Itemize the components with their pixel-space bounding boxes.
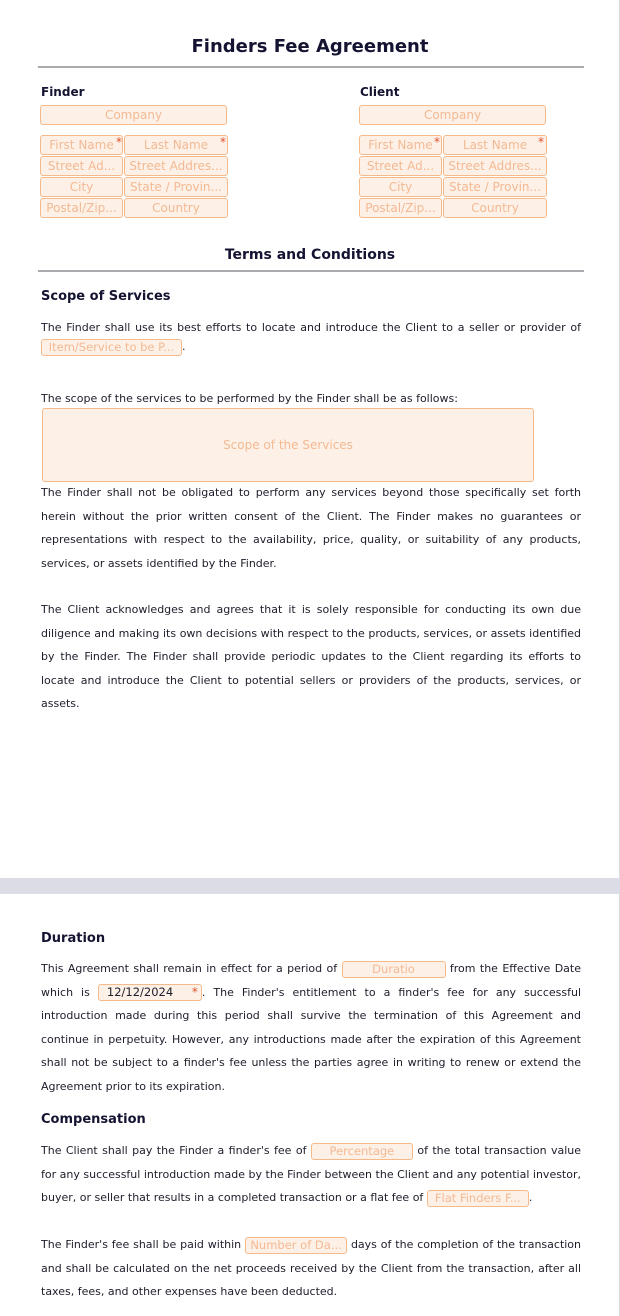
compensation-paragraph-1: The Client shall pay the Finder a finder's fee of Percentage of the total transaction value for any successful introduction made by the Finder between the Client and any potential investor, buyer, or seller that results in a completed transaction or a flat fee of Flat Finders F... . <box>41 1143 582 1205</box>
client-last-name-field[interactable]: Last Name <box>443 135 547 155</box>
compensation-paragraph-2: The Finder's fee shall be paid within Number of Da... days of the completion of the transaction and shall be calculated on the net proceeds received by the Client from the transaction, after all taxes, fees, and other expenses have been deducted. <box>41 1237 582 1298</box>
scope-of-services-field[interactable] <box>42 408 534 482</box>
terms-heading: Terms and Conditions <box>224 247 396 263</box>
title-divider <box>38 66 584 68</box>
required-mark: * <box>434 135 440 149</box>
duration-heading: Duration <box>41 931 106 946</box>
scope-paragraph-1: The Finder shall use its best efforts to locate and introduce the Client to a seller or provider of <box>41 321 581 334</box>
finder-street1-field[interactable]: Street Ad... <box>40 156 123 176</box>
client-street1-field[interactable]: Street Ad... <box>359 156 442 176</box>
client-street2-field[interactable]: Street Addres... <box>443 156 547 176</box>
scope-paragraph-1-field-line: Item/Service to be P... . <box>41 335 581 359</box>
finder-first-name-field[interactable]: First Name <box>40 135 123 155</box>
client-country-field[interactable]: Country <box>443 198 547 218</box>
finder-country-field[interactable]: Country <box>124 198 228 218</box>
payment-days-field[interactable]: Number of Da... <box>245 1237 347 1254</box>
required-mark: * <box>116 135 122 149</box>
percentage-field[interactable]: Percentage <box>311 1143 413 1160</box>
finder-last-name-field[interactable]: Last Name <box>124 135 228 155</box>
duration-field[interactable]: Duratio <box>342 961 446 978</box>
document-title: Finders Fee Agreement <box>191 36 429 57</box>
client-state-field[interactable]: State / Provin... <box>443 177 547 197</box>
flat-fee-field[interactable]: Flat Finders F... <box>427 1190 529 1207</box>
page-separator <box>0 878 620 894</box>
effective-date-field[interactable]: 12/12/2024 * <box>98 984 202 1001</box>
required-mark: * <box>220 135 226 149</box>
finder-state-field[interactable]: State / Provin... <box>124 177 228 197</box>
client-label: Client <box>360 85 400 99</box>
client-company-field[interactable]: Company <box>359 105 546 125</box>
finder-city-field[interactable]: City <box>40 177 123 197</box>
required-mark: * <box>191 985 198 999</box>
finder-street2-field[interactable]: Street Addres... <box>124 156 228 176</box>
finder-company-field[interactable]: Company <box>40 105 227 125</box>
scope-heading: Scope of Services <box>41 289 171 304</box>
scope-of-services-placeholder: Scope of the Services <box>223 438 353 452</box>
scope-paragraph-2: The scope of the services to be performed by the Finder shall be as follows: <box>41 392 458 405</box>
document-page-2 <box>0 894 620 1316</box>
required-mark: * <box>538 135 544 149</box>
compensation-heading: Compensation <box>41 1112 146 1127</box>
finder-label: Finder <box>41 85 85 99</box>
item-service-field[interactable]: Item/Service to be P... <box>41 339 182 356</box>
scope-paragraph-3: The Finder shall not be obligated to perform any services beyond those specifically set forth herein without the prior written consent of the Client. The Finder makes no guarantees or representations with respect to the availability, price, quality, or suitability of any products, services, or assets identified by the Finder. <box>41 486 581 570</box>
finder-postal-field[interactable]: Postal/Zip... <box>40 198 123 218</box>
client-postal-field[interactable]: Postal/Zip... <box>359 198 442 218</box>
client-city-field[interactable]: City <box>359 177 442 197</box>
duration-paragraph: This Agreement shall remain in effect for a period of Duratio from the Effective Date which is 12/12/2024 * . The Finder's entitlement to a finder's fee for any successful introduction made during this period shall survive the termination of this Agreement and continue in perpetuity. However, any introductions made after the expiration of this Agreement shall not be subject to a finder's fee unless the parties agree in writing to renew or extend the Agreement prior to its expiration. <box>41 961 582 1093</box>
terms-divider <box>38 270 584 272</box>
client-first-name-field[interactable]: First Name <box>359 135 442 155</box>
scope-paragraph-4: The Client acknowledges and agrees that it is solely responsible for conducting its own due diligence and making its own decisions with respect to the products, services, or assets identified by the Finder. The Finder shall provide periodic updates to the Client regarding its efforts to locate and introduce the Client to potential sellers or providers of the products, services, or assets. <box>41 603 581 710</box>
